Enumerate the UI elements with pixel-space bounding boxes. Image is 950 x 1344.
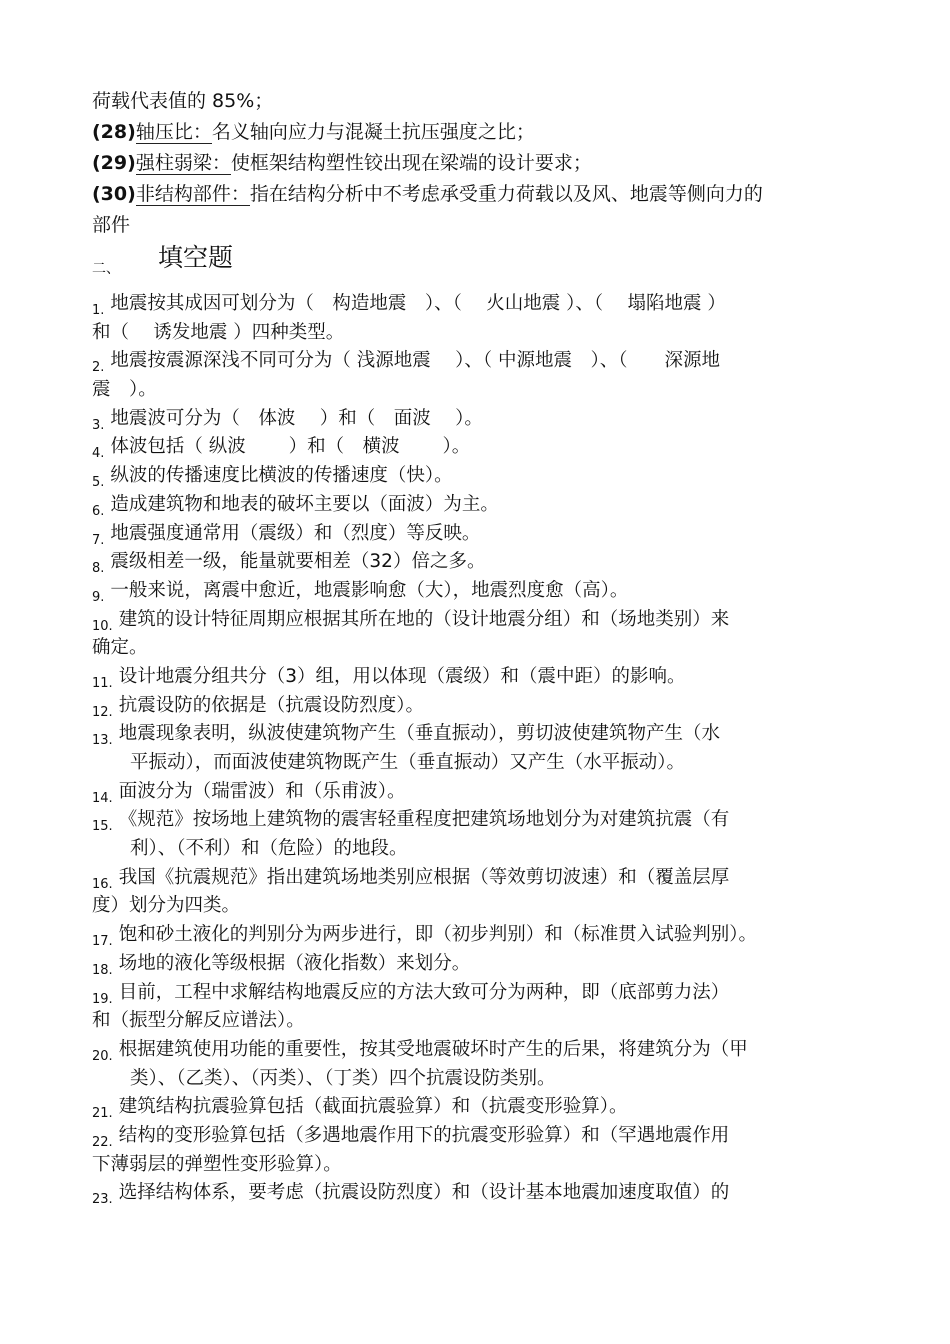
definition-text: 荷载代表值的 85%； xyxy=(92,90,274,112)
item-text: 确定。 xyxy=(92,637,148,659)
list-item xyxy=(92,548,864,577)
item-text: 目前，工程中求解结构地震反应的方法大致可分为两种，即（底部剪力法） xyxy=(118,981,730,1003)
item-number: 5. xyxy=(92,475,105,491)
item-text: 和（振型分解反应谱法）。 xyxy=(92,1010,305,1032)
item-text: 造成建筑物和地表的破坏主要以（面波）为主。 xyxy=(110,493,499,515)
item-line xyxy=(92,921,864,950)
item-text: 地震波可分为（ 体波 ）和（ 面波 ）。 xyxy=(110,407,483,429)
item-line xyxy=(92,1065,864,1094)
item-line xyxy=(92,433,864,462)
definition-term: 强柱弱梁： xyxy=(135,152,231,174)
item-number: 21. xyxy=(92,1106,113,1122)
list-item xyxy=(92,692,864,721)
item-line xyxy=(92,720,864,749)
item-number: 9. xyxy=(92,589,105,605)
item-text: 纵波的传播速度比横波的传播速度（快）。 xyxy=(110,465,453,487)
item-line xyxy=(92,1007,864,1036)
item-text: 面波分为（瑞雷波）和（乐甫波）。 xyxy=(118,780,406,802)
item-text: 体波包括（ 纵波 ）和（ 横波 ）。 xyxy=(110,436,471,458)
list-item xyxy=(92,864,864,921)
item-text: 设计地震分组共分（3）组，用以体现（震级）和（震中距）的影响。 xyxy=(118,665,686,687)
item-text: 选择结构体系，要考虑（抗震设防烈度）和（设计基本地震加速度取值）的 xyxy=(118,1182,730,1204)
list-item xyxy=(92,491,864,520)
definition-text: 指在结构分析中不考虑承受重力荷载以及风、地震等侧向力的 xyxy=(249,183,763,205)
item-number: 14. xyxy=(92,790,113,806)
definition-text: 部件 xyxy=(92,214,131,236)
definition-term: 非结构部件： xyxy=(135,183,250,205)
list-item xyxy=(92,577,864,606)
item-line xyxy=(92,1179,864,1208)
item-number: 2. xyxy=(92,360,105,376)
item-line xyxy=(92,405,864,434)
item-line xyxy=(92,663,864,692)
list-item xyxy=(92,1036,864,1093)
item-text: 下薄弱层的弹塑性变形验算）。 xyxy=(92,1153,342,1175)
item-line xyxy=(92,634,864,663)
item-number: 15. xyxy=(92,819,113,835)
item-text: 饱和砂土液化的判别分为两步进行，即（初步判别）和（标准贯入试验判别）。 xyxy=(118,924,757,946)
item-number: 22. xyxy=(92,1134,113,1150)
item-number: 16. xyxy=(92,876,113,892)
item-number: 11. xyxy=(92,675,113,691)
list-item xyxy=(92,1122,864,1179)
item-text: 建筑的设计特征周期应根据其所在地的（设计地震分组）和（场地类别）来 xyxy=(118,608,730,630)
definition-number: (30) xyxy=(92,183,136,205)
item-line xyxy=(92,692,864,721)
item-text: 类）、（乙类）、（丙类）、（丁类）四个抗震设防类别。 xyxy=(130,1067,556,1089)
item-text: 和（ 诱发地震 ）四种类型。 xyxy=(92,321,345,343)
section-title: 填空题 xyxy=(158,243,234,272)
list-item xyxy=(92,720,864,777)
list-item xyxy=(92,663,864,692)
item-text: 利）、（不利）和（危险）的地段。 xyxy=(130,838,408,860)
list-item xyxy=(92,347,864,404)
list-item xyxy=(92,778,864,807)
list-item xyxy=(92,520,864,549)
item-line xyxy=(92,835,864,864)
item-text: 平振动），而面波使建筑物既产生（垂直振动）又产生（水平振动）。 xyxy=(130,752,686,773)
list-item xyxy=(92,433,864,462)
item-line xyxy=(92,950,864,979)
list-item xyxy=(92,290,864,347)
item-text: 《规范》按场地上建筑物的震害轻重程度把建筑场地划分为对建筑抗震（有 xyxy=(118,809,730,831)
item-text: 根据建筑使用功能的重要性，按其受地震破坏时产生的后果，将建筑分为（甲 xyxy=(118,1038,748,1060)
item-text: 抗震设防的依据是（抗震设防烈度）。 xyxy=(118,694,424,716)
item-number: 13. xyxy=(92,733,113,749)
item-line xyxy=(92,548,864,577)
item-line xyxy=(92,1093,864,1122)
item-number: 18. xyxy=(92,962,113,978)
item-number: 23. xyxy=(92,1192,113,1208)
definition-number: (29) xyxy=(92,152,136,174)
definition-text: 名义轴向应力与混凝土抗压强度之比； xyxy=(211,121,535,143)
item-line xyxy=(92,290,864,319)
item-text: 一般来说，离震中愈近，地震影响愈（大），地震烈度愈（高）。 xyxy=(110,579,629,601)
item-line xyxy=(92,462,864,491)
item-line xyxy=(92,864,864,893)
item-number: 12. xyxy=(92,704,113,720)
item-number: 6. xyxy=(92,503,105,519)
item-text: 地震强度通常用（震级）和（烈度）等反映。 xyxy=(110,522,481,544)
item-text: 地震按震源深浅不同可分为（ 浅源地震 ）、（ 中源地震 ）、（ 深源地 xyxy=(110,350,721,372)
item-text: 地震现象表明，纵波使建筑物产生（垂直振动），剪切波使建筑物产生（水 xyxy=(118,723,720,745)
item-text: 我国《抗震规范》指出建筑场地类别应根据（等效剪切波速）和（覆盖层厚 xyxy=(118,866,730,888)
item-line xyxy=(92,778,864,807)
item-line xyxy=(92,749,864,778)
list-item xyxy=(92,462,864,491)
item-number: 7. xyxy=(92,532,105,548)
list-item xyxy=(92,1179,864,1208)
definition-line xyxy=(92,117,872,148)
item-number: 19. xyxy=(92,991,113,1007)
fill-in-list xyxy=(92,290,864,1208)
item-number: 3. xyxy=(92,417,105,433)
definition-term: 轴压比： xyxy=(135,121,212,143)
item-number: 20. xyxy=(92,1048,113,1064)
definition-number: (28) xyxy=(92,121,136,143)
item-line xyxy=(92,319,864,348)
item-text: 地震按其成因可划分为（ 构造地震 ）、（ 火山地震 ）、（ 塌陷地震 ） xyxy=(110,293,726,314)
item-line xyxy=(92,892,864,921)
list-item xyxy=(92,921,864,950)
definition-line xyxy=(92,148,872,179)
item-line xyxy=(92,979,864,1008)
definition-text: 使框架结构塑性铰出现在梁端的设计要求； xyxy=(230,152,592,174)
list-item xyxy=(92,606,864,663)
item-number: 1. xyxy=(92,303,105,318)
list-item xyxy=(92,979,864,1036)
definitions-block xyxy=(92,86,872,241)
item-text: 度）划分为四类。 xyxy=(92,895,241,917)
item-line xyxy=(92,520,864,549)
item-number: 4. xyxy=(92,446,105,462)
item-text: 结构的变形验算包括（多遇地震作用下的抗震变形验算）和（罕遇地震作用 xyxy=(118,1124,730,1146)
definition-line xyxy=(92,210,872,241)
list-item xyxy=(92,405,864,434)
list-item xyxy=(92,806,864,863)
list-item xyxy=(92,950,864,979)
item-line xyxy=(92,376,864,405)
item-text: 建筑结构抗震验算包括（截面抗震验算）和（抗震变形验算）。 xyxy=(118,1096,628,1118)
item-line xyxy=(92,1036,864,1065)
item-line xyxy=(92,1151,864,1180)
section-number: 二、 xyxy=(92,261,120,277)
definition-line xyxy=(92,179,872,210)
item-line xyxy=(92,806,864,835)
item-text: 场地的液化等级根据（液化指数）来划分。 xyxy=(118,952,471,974)
item-line xyxy=(92,1122,864,1151)
item-number: 10. xyxy=(92,618,113,634)
item-number: 8. xyxy=(92,561,105,577)
list-item xyxy=(92,1093,864,1122)
item-line xyxy=(92,577,864,606)
item-text: 震 ）。 xyxy=(92,379,157,401)
item-line xyxy=(92,347,864,376)
definition-line xyxy=(92,86,872,117)
item-number: 17. xyxy=(92,934,113,950)
item-line xyxy=(92,606,864,635)
item-line xyxy=(92,491,864,520)
item-text: 震级相差一级，能量就要相差（32）倍之多。 xyxy=(110,551,486,573)
